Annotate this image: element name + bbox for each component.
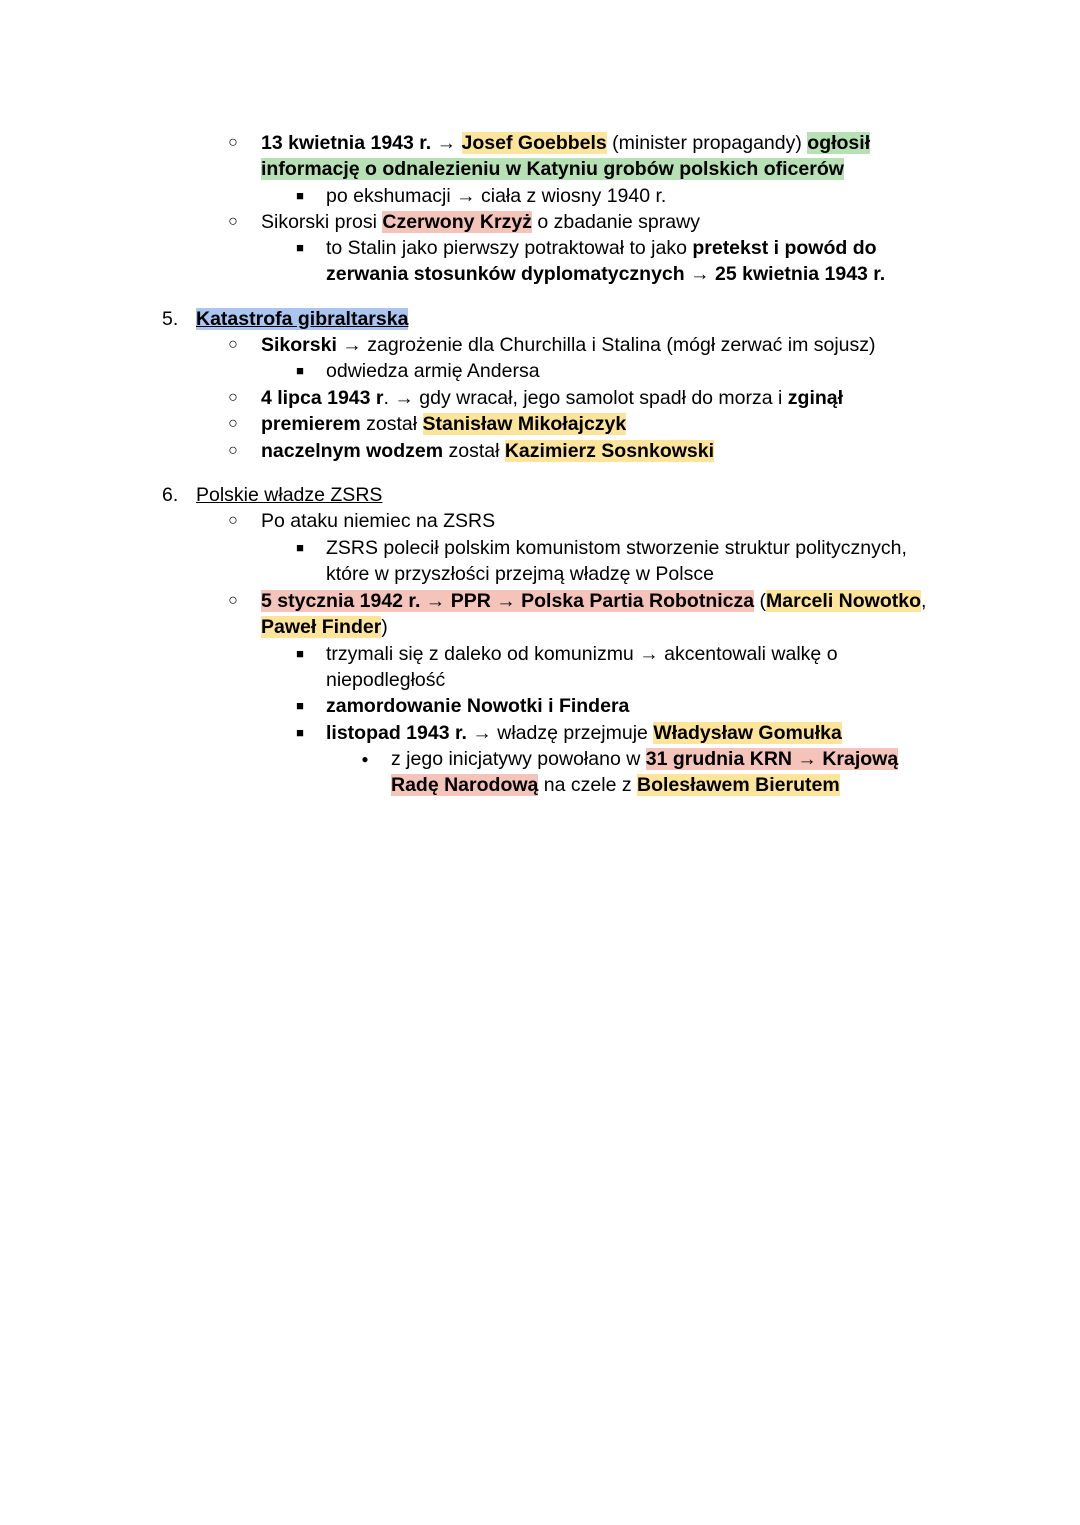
dot-bullet: ● [361,752,369,766]
stalin-line-1: to Stalin jako pierwszy potraktował to jako pretekst i powód do [326,237,877,259]
circle-bullet: ○ [228,336,238,353]
circle-bullet: ○ [228,134,238,151]
square-bullet: ■ [296,698,304,713]
ppr-line-2: Paweł Finder) [261,616,388,638]
circle-bullet: ○ [228,512,238,529]
red-cross-line: Sikorski prosi Czerwony Krzyż o zbadanie sprawy [261,211,700,233]
katyn-line-2: informację o odnalezieniu w Katyniu grobów polskich oficerów [261,158,844,180]
circle-bullet: ○ [228,389,238,406]
square-bullet: ■ [296,725,304,740]
krn-line-2: Radę Narodową na czele z Bolesławem Bierutem [391,774,840,796]
crash-line: 4 lipca 1943 r. → gdy wracał, jego samolot spadł do morza i zginął [261,387,844,409]
katyn-line-1: 13 kwietnia 1943 r. → Josef Goebbels (minister propagandy) ogłosił [261,132,871,154]
independence-line-2: niepodległość [326,669,446,691]
commander-line: naczelnym wodzem został Kazimierz Sosnkowski [261,440,715,462]
square-bullet: ■ [296,188,304,203]
gomulka-line: listopad 1943 r. → władzę przejmuje Władysław Gomułka [326,722,842,744]
anders-line: odwiedza armię Andersa [326,360,540,382]
square-bullet: ■ [296,363,304,378]
circle-bullet: ○ [228,442,238,459]
section-number-5: 5. [162,308,179,330]
krn-line-1: z jego inicjatywy powołano w 31 grudnia KRN → Krajową [391,748,899,770]
square-bullet: ■ [296,646,304,661]
stalin-line-2: zerwania stosunków dyplomatycznych → 25 kwietnia 1943 r. [326,263,886,285]
square-bullet: ■ [296,240,304,255]
section-title-gibraltar: Katastrofa gibraltarska [196,308,409,330]
circle-bullet: ○ [228,415,238,432]
zsrs-order-line-1: ZSRS polecił polskim komunistom stworzenie struktur politycznych, [326,537,907,559]
square-bullet: ■ [296,540,304,555]
section-number-6: 6. [162,484,179,506]
murder-line: zamordowanie Nowotki i Findera [326,695,630,717]
premier-line: premierem został Stanisław Mikołajczyk [261,413,627,435]
zsrs-order-line-2: które w przyszłości przejmą władzę w Polsce [326,563,714,585]
highlight-goebbels: Josef Goebbels [461,132,607,154]
attack-line: Po ataku niemiec na ZSRS [261,510,496,532]
exhumation-line: po ekshumacji → ciała z wiosny 1940 r. [326,185,667,207]
section-title-authorities: Polskie władze ZSRS [196,484,383,506]
circle-bullet: ○ [228,592,238,609]
independence-line-1: trzymali się z daleko od komunizmu → akcentowali walkę o [326,643,838,665]
circle-bullet: ○ [228,213,238,230]
ppr-line-1: 5 stycznia 1942 r. → PPR → Polska Partia Robotnicza (Marceli Nowotko, [261,590,927,612]
sikorski-threat-line: Sikorski → zagrożenie dla Churchilla i Stalina (mógł zerwać im sojusz) [261,334,876,356]
